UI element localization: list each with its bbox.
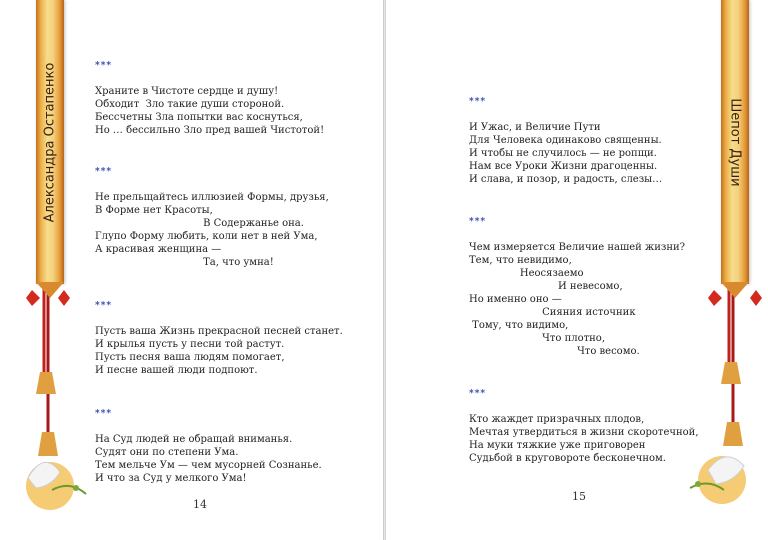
left-ribbon-label xyxy=(36,0,64,284)
poem-line: И что за Суд у мелкого Ума! xyxy=(95,473,247,484)
poem-line: Чем измеряется Величие нашей жизни? xyxy=(469,242,686,253)
poem-line: И крылья пусть у песни той растут. xyxy=(95,339,285,350)
poem-line: Обходит Зло такие души стороной. xyxy=(95,99,285,110)
poem-line: Та, что умна! xyxy=(95,257,274,268)
poem-line: Сияния источник xyxy=(469,307,636,318)
separator-stars: *** xyxy=(95,409,113,419)
poem-block xyxy=(95,166,329,269)
poem-line: В Форме нет Красоты, xyxy=(95,205,213,216)
poem-line: Тем мельче Ум — чем мусорней Сознанье. xyxy=(95,460,322,471)
poem-block xyxy=(469,388,699,465)
separator-stars: *** xyxy=(469,97,487,107)
book-title: Шепот Души xyxy=(727,97,743,187)
poem-line: Мечтая утвердиться в жизни скоротечной, xyxy=(469,427,699,438)
poem-line: И слава, и позор, и радость, слезы… xyxy=(469,174,663,185)
poem-block xyxy=(95,60,324,137)
poem-line: Тем, что невидимо, xyxy=(469,255,572,266)
poem-line: Неосязаемо xyxy=(469,268,584,279)
poem-line: Глупо Форму любить, коли нет в ней Ума, xyxy=(95,231,318,242)
poem-line: Нам все Уроки Жизни драгоценны. xyxy=(469,161,658,172)
poem-line: Тому, что видимо, xyxy=(469,320,569,331)
poem-block xyxy=(95,408,322,485)
poem-line: На муки тяжкие уже приговорен xyxy=(469,440,646,451)
poem-line: Но … бессильно Зло пред вашей Чистотой! xyxy=(95,125,325,136)
poem-line: Что плотно, xyxy=(469,333,606,344)
poem-line: Но именно оно — xyxy=(469,294,562,305)
poem-line: На Суд людей не обращай вниманья. xyxy=(95,434,293,445)
page-number-right: 15 xyxy=(572,490,586,503)
separator-stars: *** xyxy=(469,217,487,227)
poem-line: Кто жаждет призрачных плодов, xyxy=(469,414,645,425)
poem-line: И чтобы не случилось — не ропщи. xyxy=(469,148,657,159)
separator-stars: *** xyxy=(95,301,113,311)
poem-line: Что весомо. xyxy=(469,346,640,357)
poem-block xyxy=(469,96,662,186)
left-ribbon-tip xyxy=(36,282,64,298)
poem-line: Судьбой в круговороте бесконечном. xyxy=(469,453,666,464)
separator-stars: *** xyxy=(95,61,113,71)
poem-block xyxy=(469,216,685,358)
poem-line: И песне вашей люди подпоют. xyxy=(95,365,258,376)
poem-line: И невесомо, xyxy=(469,281,623,292)
poem-line: Пусть песня ваша людям помогает, xyxy=(95,352,285,363)
page-number-left: 14 xyxy=(193,498,207,511)
right-ribbon-tip xyxy=(721,282,749,298)
poem-line: В Содержанье она. xyxy=(95,218,304,229)
poem-line: Храните в Чистоте сердце и душу! xyxy=(95,86,279,97)
poem-line: А красивая женщина — xyxy=(95,244,222,255)
poem-line: Бессчетны Зла попытки вас коснуться, xyxy=(95,112,303,123)
poem-line: Пусть ваша Жизнь прекрасной песней станет. xyxy=(95,326,343,337)
poem-block xyxy=(95,300,343,377)
poem-line: Судят они по степени Ума. xyxy=(95,447,239,458)
poem-line: Не прельщайтесь иллюзией Формы, друзья, xyxy=(95,192,329,203)
poem-line: Для Человека одинаково священны. xyxy=(469,135,662,146)
separator-stars: *** xyxy=(95,167,113,177)
separator-stars: *** xyxy=(469,389,487,399)
poem-line: И Ужас, и Величие Пути xyxy=(469,122,601,133)
right-ribbon-label xyxy=(721,0,749,284)
author-name: Александра Остапенко xyxy=(42,62,58,222)
